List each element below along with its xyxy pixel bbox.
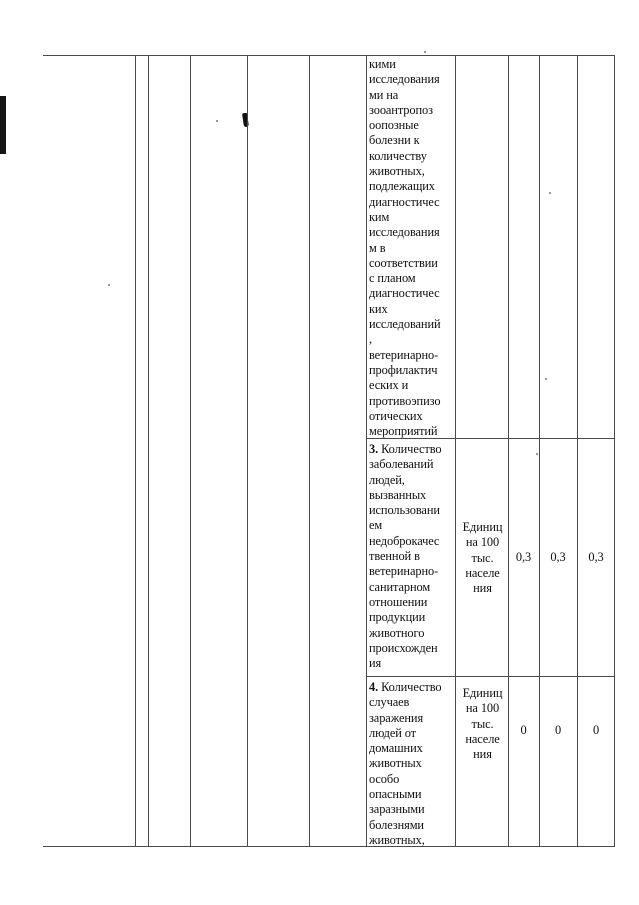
column-border <box>309 55 310 846</box>
value-cell: 0 <box>520 723 527 737</box>
scan-speck <box>108 284 110 286</box>
value-cell: 0 <box>592 723 600 737</box>
row-number: 3. <box>369 442 379 456</box>
column-border <box>148 55 149 846</box>
column-border <box>247 55 248 846</box>
table-top-border <box>43 55 615 56</box>
table-bottom-border <box>43 846 615 847</box>
scan-speck <box>216 120 218 122</box>
scan-speck <box>549 192 551 194</box>
value-cell: 0,3 <box>515 550 532 564</box>
indicator-cell <box>369 442 442 671</box>
unit-cell: Единиц на 100 тыс. населе ния <box>462 520 503 596</box>
value-cell: 0,3 <box>588 550 604 564</box>
column-border <box>135 55 136 846</box>
indicator-text: Количество заболеваний людей, вызванных использовани ем недоброкачес твенной в ветеринарно- санитарном отношении продукции животного происхожден ия <box>369 442 442 671</box>
value-cell: 0 <box>554 723 562 737</box>
scan-speck <box>424 51 426 53</box>
value-cell: 0,3 <box>550 550 566 564</box>
indicator-text: Количество случаев заражения людей от домашних животных особо опасными заразными болезнями животных, <box>369 680 442 847</box>
column-border <box>190 55 191 846</box>
indicator-cell <box>369 680 442 848</box>
continuation-text: кими исследования ми на зооантропоз оопозные болезни к количеству животных, подлежащих диагностичес ким исследования м в соответствии с планом диагностичес ких исследований , ветеринарно- профилактич еских и противоэпизо отических мероприятий <box>369 57 441 439</box>
row-number: 4. <box>369 680 379 694</box>
column-border <box>366 55 367 846</box>
unit-cell: Единиц на 100 тыс. населе ния <box>462 686 503 762</box>
scan-speck <box>536 453 538 455</box>
scan-speck <box>545 378 547 380</box>
scan-edge-artifact <box>0 96 6 154</box>
